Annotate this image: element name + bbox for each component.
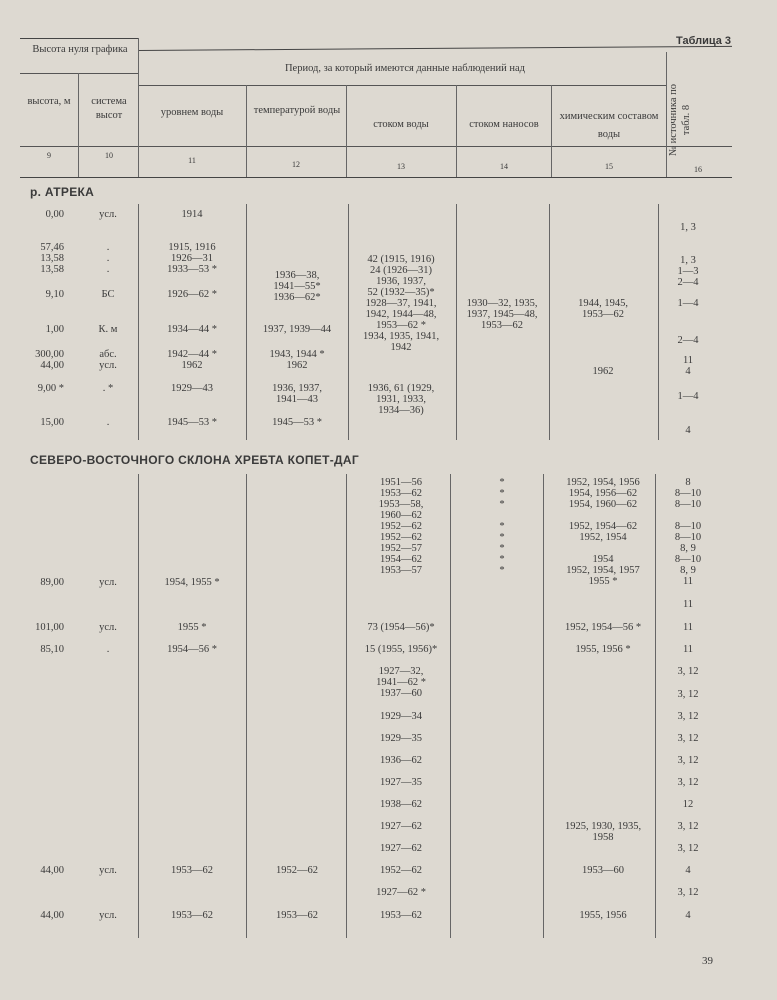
table-cell-col13: 42 (1915, 1916) 24 (1926—31) 1936, 1937, 52 (1932—35)* 1928—37, 1941, 1942, 1944—48, 1953—62 * 1934, 1935, 1941, 1942 (362, 254, 440, 353)
table-cell-col16: 11 (682, 644, 694, 655)
table-cell-col15: 1962 (592, 366, 614, 377)
table-cell-col11: 1945—53 * (167, 417, 217, 428)
body-divider (246, 204, 247, 440)
table-cell-col10: . . . (106, 242, 110, 275)
table-cell-col16: 1, 3 1—3 2—4 (677, 255, 699, 288)
table-cell-col12: 1943, 1944 * 1962 (269, 349, 325, 371)
table-cell-col9: 85,10 (40, 644, 64, 655)
table-cell-col13: 1938—62 (380, 799, 422, 810)
header-col11: уровнем воды (160, 107, 224, 118)
table-cell-col12: 1945—53 * (272, 417, 322, 428)
header-col13: стоком воды (373, 119, 429, 130)
table-cell-col9: 57,46 13,58 13,58 (40, 242, 64, 275)
header-top-rule-right (138, 46, 732, 51)
table-cell-col13: 1927—35 (380, 777, 422, 788)
table-cell-col16: 11 4 (682, 355, 694, 377)
table-cell-col9: 15,00 (40, 417, 64, 428)
header-divider (456, 85, 457, 177)
table-cell-col13: 15 (1955, 1956)* (364, 644, 438, 655)
body-divider (658, 204, 659, 440)
col-number-13: 13 (397, 162, 405, 171)
table-cell-col16: 3, 12 (677, 689, 699, 700)
table-cell-col10: . (106, 644, 110, 655)
table-cell-col16: 1, 3 (680, 222, 696, 233)
table-cell-col15: 1944, 1945, 1953—62 (578, 298, 628, 320)
col-number-11: 11 (188, 156, 196, 165)
table-cell-col16: 4 (685, 865, 691, 876)
table-cell-col9: 9,10 (45, 289, 64, 300)
header-number-rule (20, 146, 732, 147)
table-cell-col11: 1953—62 (171, 910, 213, 921)
table-cell-col16: 3, 12 (677, 711, 699, 722)
table-cell-col11: 1915, 1916 1926—31 1933—53 * (167, 242, 217, 275)
header-group-left: Высота нуля графика (32, 44, 128, 55)
header-group-right: Период, за который имеются данные наблюдений над (284, 63, 526, 74)
table-cell-col10: усл. (99, 622, 117, 633)
table-cell-col10: абс. усл. (99, 349, 117, 371)
table-cell-col9: 0,00 (45, 209, 64, 220)
header-col16-text: № источника по табл. 8 (668, 84, 692, 156)
table-cell-col9: 44,00 (40, 910, 64, 921)
table-cell-col10: усл. (99, 865, 117, 876)
col-number-14: 14 (500, 162, 508, 171)
table-cell-col14: 1930—32, 1935, 1937, 1945—48, 1953—62 (466, 298, 538, 331)
table-cell-col13: 1936—62 (380, 755, 422, 766)
header-divider (551, 85, 552, 177)
header-divider (246, 85, 247, 177)
table-cell-col12: 1936, 1937, 1941—43 (272, 383, 322, 405)
table-cell-col10: БС (101, 289, 115, 300)
table-cell-col11: 1953—62 (171, 865, 213, 876)
body-divider (138, 474, 139, 938)
table-cell-col13: 1927—62 * (376, 887, 426, 898)
table-cell-col11: 1934—44 * (167, 324, 217, 335)
body-divider (138, 204, 139, 440)
body-divider (549, 204, 550, 440)
table-cell-col15: 1955, 1956 (579, 910, 627, 921)
table-cell-col13: 1953—62 (380, 910, 422, 921)
table-cell-col13: 1927—32, 1941—62 * 1937—60 (376, 666, 426, 699)
body-divider (346, 474, 347, 938)
table-cell-col16: 3, 12 (677, 733, 699, 744)
table-cell-col13: 1952—62 (380, 865, 422, 876)
table-cell-col16: 3, 12 (677, 666, 699, 677)
header-divider (346, 85, 347, 177)
table-cell-col9: 101,00 (35, 622, 64, 633)
section-title: р. АТРЕКА (30, 185, 95, 199)
table-cell-col13: 1929—34 (380, 711, 422, 722)
table-cell-col11: 1954, 1955 * (164, 577, 220, 588)
table-cell-col16: 3, 12 (677, 777, 699, 788)
table-cell-col16: 1—4 (677, 298, 699, 309)
section-title: СЕВЕРО-ВОСТОЧНОГО СКЛОНА ХРЕБТА КОПЕТ-ДАГ (30, 453, 359, 467)
table-cell-col9: 44,00 (40, 865, 64, 876)
col-number-12: 12 (292, 160, 300, 169)
table-cell-col16: 11 (682, 622, 694, 633)
table-cell-col10: . * (102, 383, 114, 394)
table-cell-col13: 1927—62 (380, 821, 422, 832)
header-sub-rule-left (20, 73, 138, 74)
table-cell-col16: 3, 12 (677, 887, 699, 898)
table-cell-col16: 3, 12 (677, 821, 699, 832)
table-cell-col12: 1952—62 (276, 865, 318, 876)
col-number-15: 15 (605, 162, 613, 171)
table-cell-col14: * * * * * * * * (499, 477, 505, 576)
table-cell-col9: 89,00 (40, 577, 64, 588)
table-cell-col11: 1914 (181, 209, 203, 220)
table-cell-col10: усл. (99, 209, 117, 220)
table-cell-col13: 1927—62 (380, 843, 422, 854)
table-cell-col13: 1951—56 1953—62 1953—58, 1960—62 1952—62 1952—62 1952—57 1954—62 1953—57 (378, 477, 424, 576)
table-cell-col11: 1942—44 * 1962 (167, 349, 217, 371)
table-cell-col13: 1929—35 (380, 733, 422, 744)
table-cell-col16: 1—4 (677, 391, 699, 402)
header-col12: температурой воды (253, 105, 341, 116)
table-cell-col12: 1936—38, 1941—55* 1936—62* (273, 270, 321, 303)
col-number-9: 9 (47, 151, 51, 160)
table-cell-col13: 1936, 61 (1929, 1931, 1933, 1934—36) (367, 383, 435, 416)
table-cell-col16: 12 (682, 799, 694, 810)
table-cell-col16: 4 (685, 425, 691, 436)
table-cell-col10: усл. (99, 577, 117, 588)
table-cell-col16: 11 (682, 599, 694, 610)
header-bottom-rule (20, 177, 732, 178)
body-divider (246, 474, 247, 938)
table-cell-col11: 1926—62 * (167, 289, 217, 300)
header-col10: система высот (91, 96, 127, 121)
table-cell-col12: 1937, 1939—44 (262, 324, 332, 335)
table-cell-col15: 1955, 1956 * (575, 644, 631, 655)
table-cell-col16: 3, 12 (677, 843, 699, 854)
table-cell-col9: 300,00 44,00 (35, 349, 64, 371)
header-col9: высота, м (27, 96, 71, 107)
header-col15: химическим составом воды (559, 111, 659, 140)
header-sub-rule-right (138, 85, 666, 86)
page-number: 39 (702, 955, 713, 967)
col-number-16: 16 (694, 165, 702, 174)
header-divider (138, 38, 139, 177)
table-cell-col15: 1952, 1954, 1956 1954, 1956—62 1954, 1960—62 1952, 1954—62 1952, 1954 1954 1952, 1954, 1957 1955 * (566, 477, 640, 587)
table-label: Таблица 3 (676, 35, 732, 47)
table-cell-col11: 1954—56 * (167, 644, 217, 655)
header-col14: стоком наносов (469, 119, 539, 130)
table-cell-col13: 73 (1954—56)* (367, 622, 435, 633)
header-col16 (667, 75, 699, 165)
table-cell-col16: 3, 12 (677, 755, 699, 766)
table-cell-col16: 8 8—10 8—10 8—10 8—10 8, 9 8—10 8, 9 11 (674, 477, 702, 587)
header-top-rule (20, 38, 138, 39)
table-cell-col10: К. м (98, 324, 118, 335)
table-cell-col16: 2—4 (677, 335, 699, 346)
header-divider (78, 73, 79, 177)
table-cell-col11: 1955 * (177, 622, 207, 633)
col-number-10: 10 (105, 151, 113, 160)
table-cell-col9: 1,00 (45, 324, 64, 335)
table-cell-col12: 1953—62 (276, 910, 318, 921)
table-cell-col10: . (106, 417, 110, 428)
table-cell-col11: 1929—43 (171, 383, 213, 394)
table-cell-col9: 9,00 * (37, 383, 64, 394)
table-cell-col15: 1953—60 (582, 865, 624, 876)
table-cell-col15: 1925, 1930, 1935, 1958 (564, 821, 642, 843)
table-cell-col10: усл. (99, 910, 117, 921)
table-cell-col15: 1952, 1954—56 * (564, 622, 642, 633)
table-cell-col16: 4 (685, 910, 691, 921)
